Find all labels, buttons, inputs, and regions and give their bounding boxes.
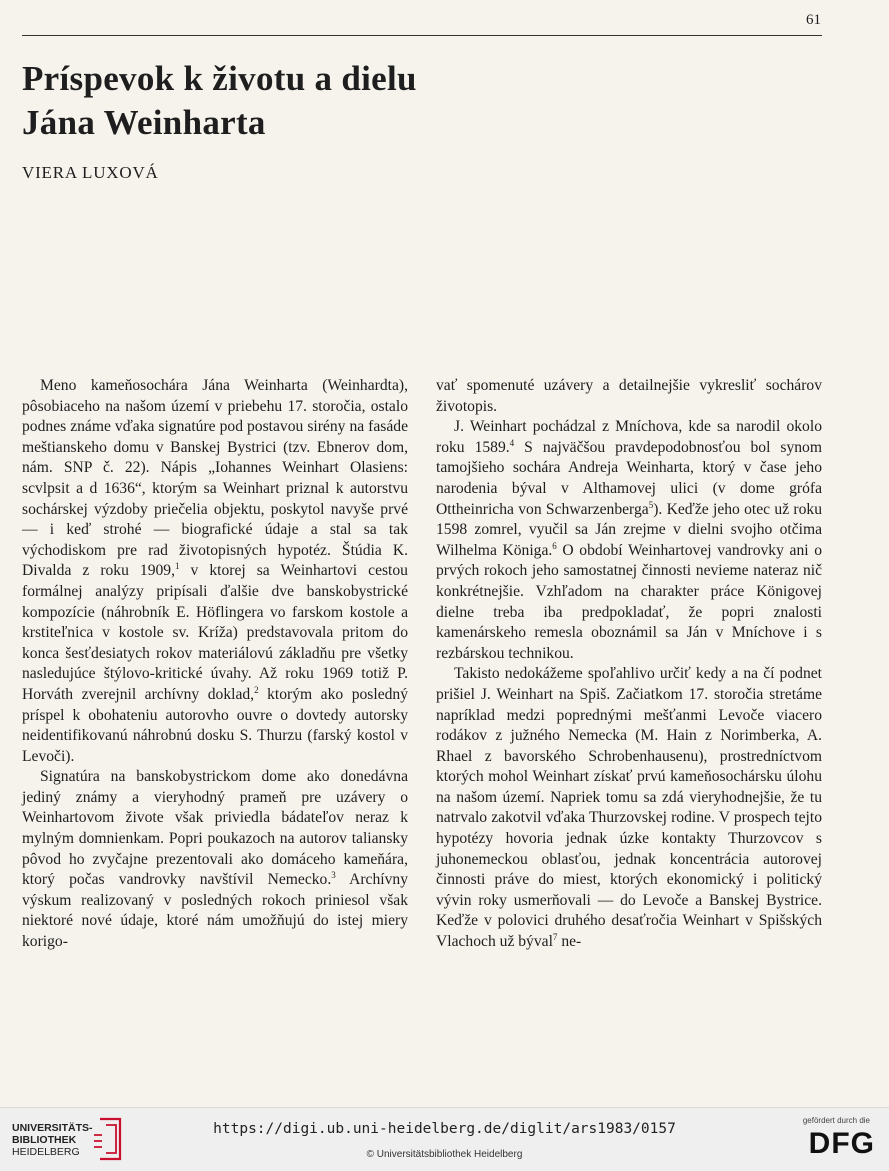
left-column	[22, 376, 408, 953]
title-line-2: Jána Weinharta	[22, 103, 266, 142]
paragraph	[436, 417, 822, 664]
footnote-ref: 6	[552, 540, 557, 551]
funded-by-label: gefördert durch die	[802, 1116, 870, 1125]
paragraph	[436, 664, 822, 952]
footnote-ref: 7	[552, 932, 558, 943]
copyright-notice: © Universitätsbibliothek Heidelberg	[366, 1149, 523, 1160]
library-name-line: UNIVERSITÄTS-	[12, 1122, 93, 1134]
paragraph	[22, 376, 408, 767]
paragraph-text: Meno kameňosochára Jána Weinharta (Weinhardta), pôsobiaceho na našom území v priebehu 17. storočia, ostalo podnes známe vďaka signatúre pod postavou sirény na fasáde meštianskeho domu v Banskej Bystrici (tzv. Ebnerov dom, nám. SNP č. 22). Nápis „Iohannes Weinhart Olasiens: scvlpsit a d 1636“, ktorým sa Weinhart priznal k autorstvu sochárskej výzdoby priečelia objektu, poskytol navyše prvé — i keď strohé — biografické údaje a stal sa tak východiskom pre rad životopisných hypotéz. Štúdia K. Divalda z roku 1909,	[22, 377, 408, 580]
document-url[interactable]: https://digi.ub.uni-heidelberg.de/diglit/ars1983/0157	[213, 1121, 676, 1137]
paragraph-text: O období Weinhartovej vandrovky ani o prvých rokoch jeho samostatnej činnosti nevieme nateraz nič konkrétnejšie. Vzhľadom na charakter práce Königovej dielne treba iba predpokladať, že popri znalosti kamenárskeho remesla oboznámil sa Ján v Mníchove i s rezbárskou technikou.	[436, 541, 822, 662]
page-number: 61	[806, 12, 821, 28]
paragraph-continued: vať spomenuté uzávery a detailnejšie vykresliť sochárov životopis.	[436, 377, 822, 415]
paragraph-text: ktorým ako posledný príspel k obohateniu autorovho ouvre o dovtedy autorsky neidentifikovanú náhrobnú dosku S. Thurzu (farský kostol v Levoči).	[22, 685, 408, 765]
library-name-line: BIBLIOTHEK	[12, 1134, 77, 1146]
paragraph-text: v ktorej sa Weinhartovi cestou formálnej analýzy pripísali ďalšie dve banskobystrické kompozície (náhrobník E. Höflingera vo farskom kostole a krstiteľnica v kostole sv. Kríža) predstavovala pritom do konca šesťdesiatych rokov materiálovú základňu pre všetky nasledujúce štýlovo-kritické úvahy. Až roku 1969 totiž P. Horváth zverejnil archívny doklad,	[22, 562, 408, 703]
footnote-ref: 4	[509, 437, 515, 448]
library-name-line: HEIDELBERG	[12, 1146, 80, 1158]
footnote-ref: 3	[331, 870, 336, 881]
paragraph-text: Signatúra na banskobystrickom dome ako donedávna jediný známy a vieryhodný prameň pre uzávery o Weinhartovom živote však priviedla bádateľov neraz k mylným domnienkam. Popri poukazoch na autorov taliansky pôvod ho zvyčajne prezentovali ako domáceho kameňára, ktorý počas vandrovky navštívil Nemecko.	[22, 768, 408, 889]
paragraph-text: ). Keďže jeho otec už roku 1598 zomrel, vyučil sa Ján zrejme v dielni svojho otčima Wilhelma Königa.	[436, 500, 822, 559]
author-name: VIERA LUXOVÁ	[22, 163, 159, 182]
right-column	[436, 376, 822, 953]
title-line-1: Príspevok k životu a dielu	[22, 59, 417, 98]
paragraph-text: J. Weinhart pochádzal z Mníchova, kde sa narodil okolo roku 1589.	[436, 418, 822, 456]
header-rule	[22, 35, 822, 36]
viewer-footer	[0, 1107, 889, 1171]
paragraph	[22, 767, 408, 952]
paragraph-text: Archívny výskum realizovaný v posledných rokoch priniesol však niektoré nové údaje, ktoré nám umožňujú do istej miery korigo-	[22, 871, 408, 951]
footnote-ref: 2	[254, 684, 259, 695]
footnote-ref: 5	[648, 499, 654, 510]
footnote-ref: 1	[175, 561, 180, 572]
paragraph-text: ne-	[557, 933, 582, 951]
dfg-logo[interactable]: DFG	[808, 1127, 875, 1160]
paragraph-text: S najväčšou pravdepodobnosťou bol synom tamojšieho sochára Andreja Weinharta, ktorý v čase jeho narodenia býval v Althamovej ulici (v dome grófa Ottheinricha von Schwarzenberga	[436, 438, 822, 518]
paragraph-text: Takisto nedokážeme spoľahlivo určiť kedy a na čí podnet prišiel J. Weinhart na Spiš. Začiatkom 17. storočia stretáme napríklad medzi poprednými mešťanmi Levoče viacero rodákov z južného Nemecka (M. Hain z Norimberka, A. Rhael z bavorského Schrobenhausenu), prostredníctvom ktorých mohol Weinhart získať prvú kameňosochársku úlohu na našom území. Napriek tomu sa zdá vieryhodnejšie, že tu natrvalo zakotvil vďaka Thurzovskej rodine. V prospech tejto hypotézy hovoria jednak úzke kontakty Thurzovcov s juhonemeckou oblasťou, jednak koncentrácia autorovej činnosti práve do miest, ktorých ekonomický i politický vývin roky usmerňovali — do Levoče a Banskej Bystrice. Keďže v polovici druhého desaťročia Weinhart v Spišských Vlachoch už býval	[436, 665, 822, 951]
article-title	[22, 57, 722, 145]
